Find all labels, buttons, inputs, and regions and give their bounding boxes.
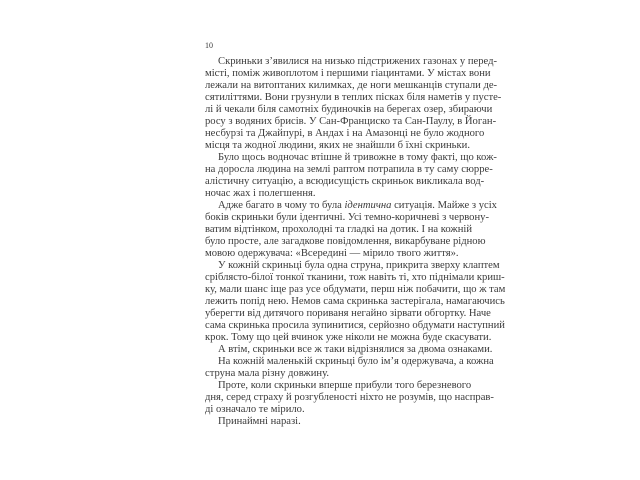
- text-line: уберегти від дитячого пориваня негайно зірвати обгортку. Наче: [205, 308, 491, 320]
- text-line: мовою одержувача: «Всередині — мірило твого життя».: [205, 248, 459, 260]
- text-line: Було щось водночас втішне й тривожне в тому факті, що кож-: [218, 152, 497, 164]
- body-text: [205, 56, 506, 428]
- text-line: Скриньки з’явилися на низько підстрижених газонах у перед-: [218, 56, 497, 67]
- text-line: росу з водяних брисів. У Сан-Франциско та Сан-Паулу, в Йоган-: [205, 116, 497, 128]
- text-line: лі й чекали біля самотніх будиночків на берегах озер, збираючи: [205, 104, 493, 116]
- text-line: місця та жодної людини, яких не знайшли б їхні скриньки.: [205, 140, 470, 152]
- text-line: ватим відтінком, прохолодні та гладкі на дотик. І на кожній: [205, 224, 472, 236]
- text-line: сама скринька просила зупинитися, серйозно обдумати наступний: [205, 320, 505, 332]
- text-line: лежить попід нею. Немов сама скринька застерігала, намагаючись: [205, 296, 505, 308]
- text-line: алістичну ситуацію, а всюдисущість скриньок викликала вод-: [205, 176, 485, 188]
- text-segment: ситуація. Майже з усіх: [391, 200, 497, 212]
- text-line: А втім, скриньки все ж таки відрізнялися за двома ознаками.: [218, 344, 493, 356]
- text-line: ку, мали шанс іще раз усе обдумати, перш ніж побачити, що ж там: [205, 284, 506, 296]
- text-line: сріблясто-білої тонкої тканини, тож навіть ті, хто піднімали криш-: [205, 272, 505, 284]
- text-line: дня, серед страху й розгубленості ніхто не розумів, що насправ-: [205, 392, 494, 404]
- text-line: на доросла людина на землі раптом потрапила в ту саму сюрре-: [205, 164, 493, 176]
- text-segment: Адже багато в чому то була: [218, 200, 345, 212]
- emphasized-word: ідентична: [344, 200, 392, 212]
- text-line: струна мала різну довжину.: [205, 368, 329, 380]
- text-line: лежали на витоптаних килимках, де ноги мешканців ступали де-: [205, 80, 498, 92]
- text-line: крок. Тому що цей вчинок уже ніколи не можна буде скасувати.: [205, 332, 492, 344]
- text-line: У кожній скриньці була одна струна, прикрита зверху клаптем: [218, 260, 500, 272]
- text-line: [205, 200, 497, 212]
- text-line: несбурзі та Джайпурі, в Андах і на Амазонці не було жодного: [205, 128, 485, 140]
- text-line: Проте, коли скриньки вперше прибули того березневого: [218, 380, 472, 392]
- text-line: місті, поміж живоплотом і першими гіацинтами. У містах вони: [205, 68, 491, 80]
- page-number: 10: [205, 41, 213, 50]
- text-line: ночас жах і полегшення.: [205, 188, 316, 200]
- text-line: На кожній маленькій скриньці було ім’я одержувача, а кожна: [218, 356, 494, 368]
- text-line: боків скриньки були ідентичні. Усі темно-коричневі з червону-: [205, 212, 489, 224]
- text-line: було просте, але загадкове повідомлення, викарбуване рідною: [205, 236, 486, 248]
- text-line: Принаймні наразі.: [218, 416, 301, 428]
- text-line: сятиліттями. Вони грузнули в теплих пісках біля наметів у пусте-: [205, 92, 502, 104]
- text-line: ді означало те мірило.: [205, 404, 305, 416]
